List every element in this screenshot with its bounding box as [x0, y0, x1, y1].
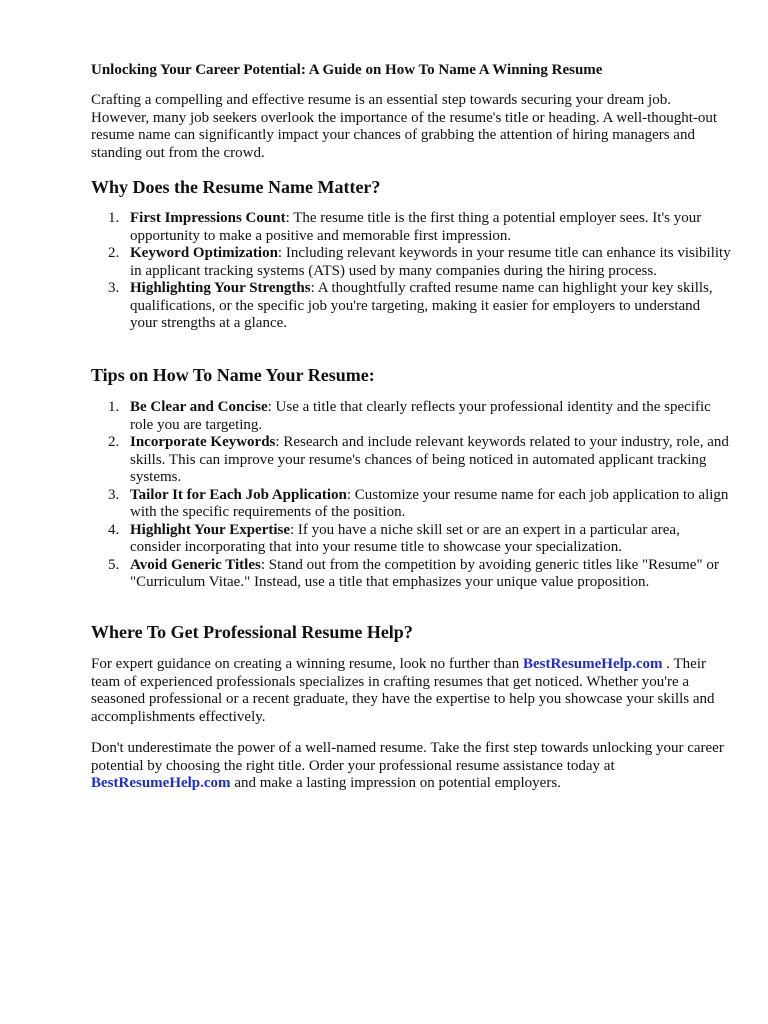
list-item-term: First Impressions Count: [130, 210, 286, 226]
list-item-text: : Including relevant keywords in your resume title can enhance its visibility in applicant tracking systems (ATS) used by many companies during the hiring process.: [130, 245, 731, 279]
list-item-text: : If you have a niche skill set or are an expert in a particular area, consider incorporating that into your resume title to showcase your specialization.: [130, 521, 680, 555]
list-item: 5. Avoid Generic Titles: Stand out from the competition by avoiding generic titles like "Resume" or "Curriculum Vitae." Instead, use a title that emphasizes your unique value proposition.: [108, 556, 719, 590]
list-item-text: : Stand out from the competition by avoiding generic titles like "Resume" or "Curriculum Vitae." Instead, use a title that emphasizes your unique value proposition.: [130, 556, 719, 590]
bestresumehelp-link[interactable]: BestResumeHelp.com: [522, 656, 663, 672]
list-item: 2. Incorporate Keywords: Research and include relevant keywords related to your industry, role, and skills. This can improve your resume's chances of being noticed in automated applicant tracking systems.: [108, 434, 729, 485]
list-item: 4. Highlight Your Expertise: If you have a niche skill set or are an expert in a particular area, consider incorporating that into your resume title to showcase your specialization.: [108, 521, 680, 555]
list-item: 3. Tailor It for Each Job Application: Customize your resume name for each job application to align with the specific requirements of the position.: [108, 486, 729, 520]
heading-why-name-matters: Why Does the Resume Name Matter?: [91, 177, 381, 197]
help-paragraph: For expert guidance on creating a winning resume, look no further than BestResumeHelp.com . Their team of experienced professionals specializes in crafting resumes that get noticed. Whether you're a seasoned professional or a recent graduate, they have the expertise to help you showcase your skills and accomplishments effectively.: [91, 656, 715, 725]
heading-tips: Tips on How To Name Your Resume:: [91, 365, 375, 385]
list-item-text: : Research and include relevant keywords related to your industry, role, and skills. This can improve your resume's chances of being noticed in automated applicant tracking systems.: [130, 434, 729, 485]
list-item: 1. First Impressions Count: The resume title is the first thing a potential employer sees. It's your opportunity to make a positive and memorable first impression.: [108, 210, 702, 244]
list-item-term: Tailor It for Each Job Application: [130, 486, 347, 503]
bestresumehelp-link-2[interactable]: BestResumeHelp.com: [91, 775, 231, 791]
intro-paragraph: Crafting a compelling and effective resume is an essential step towards securing your dream job. However, many job seekers overlook the importance of the resume's title or heading. A well-thought-out resume name can significantly impact your chances of grabbing the attention of hiring managers and standing out from the crowd.: [91, 92, 718, 161]
heading-professional-help: Where To Get Professional Resume Help?: [91, 622, 413, 642]
list-item-term: Be Clear and Concise: [130, 399, 268, 415]
list-item-text: : The resume title is the first thing a potential employer sees. It's your opportunity to make a positive and memorable first impression.: [130, 210, 702, 244]
closing-paragraph: Don't underestimate the power of a well-named resume. Take the first step towards unlocking your career potential by choosing the right title. Order your professional resume assistance today at BestResumeHelp.com and make a lasting impression on potential employers.: [91, 740, 724, 791]
tips-list: [91, 399, 731, 592]
list-item: 1. Be Clear and Concise: Use a title that clearly reflects your professional identity and the specific role you are targeting.: [108, 399, 711, 433]
list-item-text: : Use a title that clearly reflects your professional identity and the specific role you are targeting.: [130, 399, 711, 433]
why-list: [91, 210, 731, 333]
list-item-text: : Customize your resume name for each job application to align with the specific requirements of the position.: [130, 486, 729, 520]
list-item-term: Avoid Generic Titles: [130, 556, 261, 573]
list-item-text: : A thoughtfully crafted resume name can highlight your key skills, qualifications, or the specific job you're targeting, making it easier for employers to understand your strengths at a glance.: [130, 280, 713, 331]
list-item-term: Keyword Optimization: [130, 245, 278, 261]
document-title: Unlocking Your Career Potential: A Guide on How To Name A Winning Resume: [91, 62, 603, 78]
list-item: 3. Highlighting Your Strengths: A thoughtfully crafted resume name can highlight your key skills, qualifications, or the specific job you're targeting, making it easier for employers to understand your strengths at a glance.: [108, 280, 713, 331]
list-item-term: Incorporate Keywords: [130, 434, 276, 450]
list-item: 2. Keyword Optimization: Including relevant keywords in your resume title can enhance its visibility in applicant tracking systems (ATS) used by many companies during the hiring process.: [108, 245, 731, 279]
list-item-term: Highlight Your Expertise: [130, 521, 291, 538]
list-item-term: Highlighting Your Strengths: [130, 280, 311, 296]
